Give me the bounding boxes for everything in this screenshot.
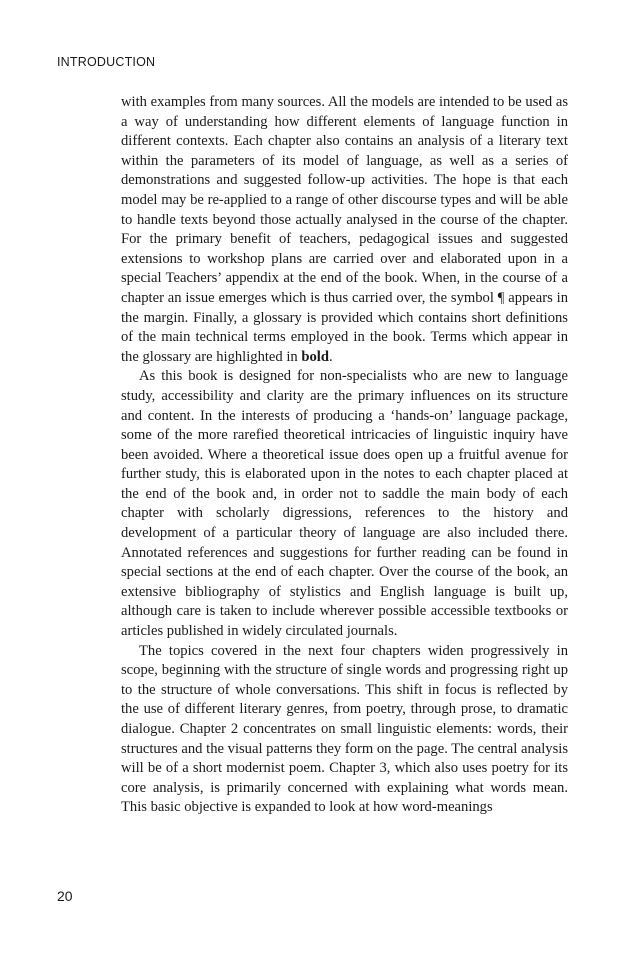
paragraph-1-end: . <box>328 348 333 365</box>
paragraph-1-text: with examples from many sources. All the models are intended to be used as a way of understanding how different elements of language function in different contexts. Each chapter also contains an analysis of a literary text within the parameters of its model of language, as well as a series of demonstrations and suggested follow-up activities. The hope is that each model may be re-applied to a range of other discourse types and will be able to handle texts beyond those actually analysed in the course of the chapter. For the primary benefit of teachers, pedagogical issues and suggested extensions to workshop plans are carried over and elaborated upon in a special Teachers’ appendix at the end of the book. When, in the course of a chapter an issue emerges which is thus carried over, the symbol ¶ appears in the margin. Finally, a glossary is provided which contains short definitions of the main technical terms employed in the book. Terms which appear in the glossary are highlighted in <box>121 94 568 365</box>
paragraph-3: The topics covered in the next four chapters widen progressively in scope, beginning with the structure of single words and progressing right up to the structure of whole conversations. This shift in focus is reflected by the use of different literary genres, from poetry, through prose, to dramatic dialogue. Chapter 2 concentrates on small linguistic elements: words, their structures and the visual patterns they form on the page. The central analysis will be of a short modernist poem. Chapter 3, which also uses poetry for its core analysis, is primarily concerned with explaining what words mean. This basic objective is expanded to look at how word-meanings <box>121 642 568 816</box>
running-head: INTRODUCTION <box>57 55 156 69</box>
bold-term: bold <box>301 348 329 365</box>
body-text <box>121 93 568 818</box>
page-number: 20 <box>57 888 73 904</box>
paragraph-1 <box>121 93 568 367</box>
paragraph-2: As this book is designed for non-specialists who are new to language study, accessibility and clarity are the primary influences on its structure and content. In the interests of producing a ‘hands-on’ language package, some of the more rarefied theoretical intricacies of linguistic inquiry have been avoided. Where a theoretical issue does open up a fruitful avenue for further study, this is elaborated upon in the notes to each chapter placed at the end of the book and, in order not to saddle the main body of each chapter with scholarly digressions, references to the history and development of a particular theory of language are also included there. Annotated references and suggestions for further reading can be found in special sections at the end of each chapter. Over the course of the book, an extensive bibliography of stylistics and English language is built up, although care is taken to include wherever possible accessible textbooks or articles published in widely circulated journals. <box>121 368 568 640</box>
